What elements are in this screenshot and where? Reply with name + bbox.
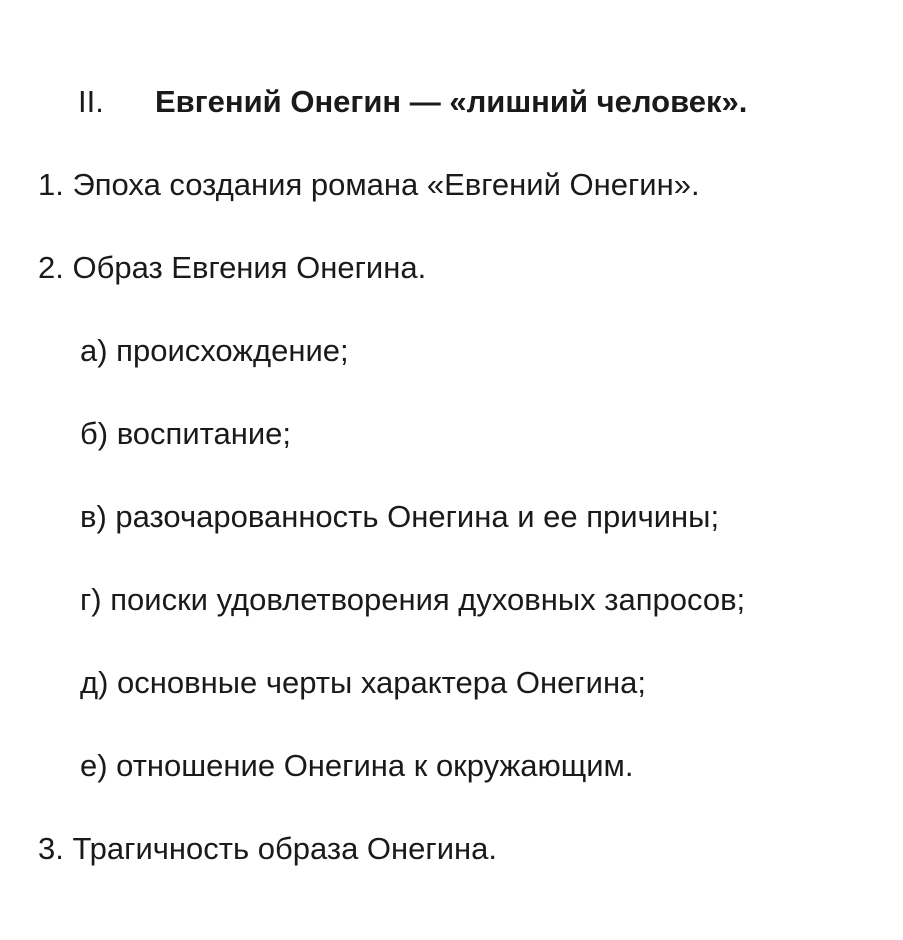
sub-item-a: а) происхождение; (80, 333, 349, 368)
sub-item-g: г) поиски удовлетворения духовных запросов; (80, 582, 746, 617)
sub-item-b: б) воспитание; (80, 416, 292, 451)
sub-item-e: е) отношение Онегина к окружающим. (80, 748, 634, 783)
section-numeral: II. (78, 84, 104, 119)
list-item-3: 3. Трагичность образа Онегина. (38, 831, 498, 866)
sub-item-d: д) основные черты характера Онегина; (80, 665, 646, 700)
list-item-2: 2. Образ Евгения Онегина. (38, 250, 427, 285)
sub-item-v: в) разочарованность Онегина и ее причины; (80, 499, 720, 534)
section-title: Евгений Онегин — «лишний человек». (155, 84, 748, 119)
list-item-1: 1. Эпоха создания романа «Евгений Онегин». (38, 167, 700, 202)
